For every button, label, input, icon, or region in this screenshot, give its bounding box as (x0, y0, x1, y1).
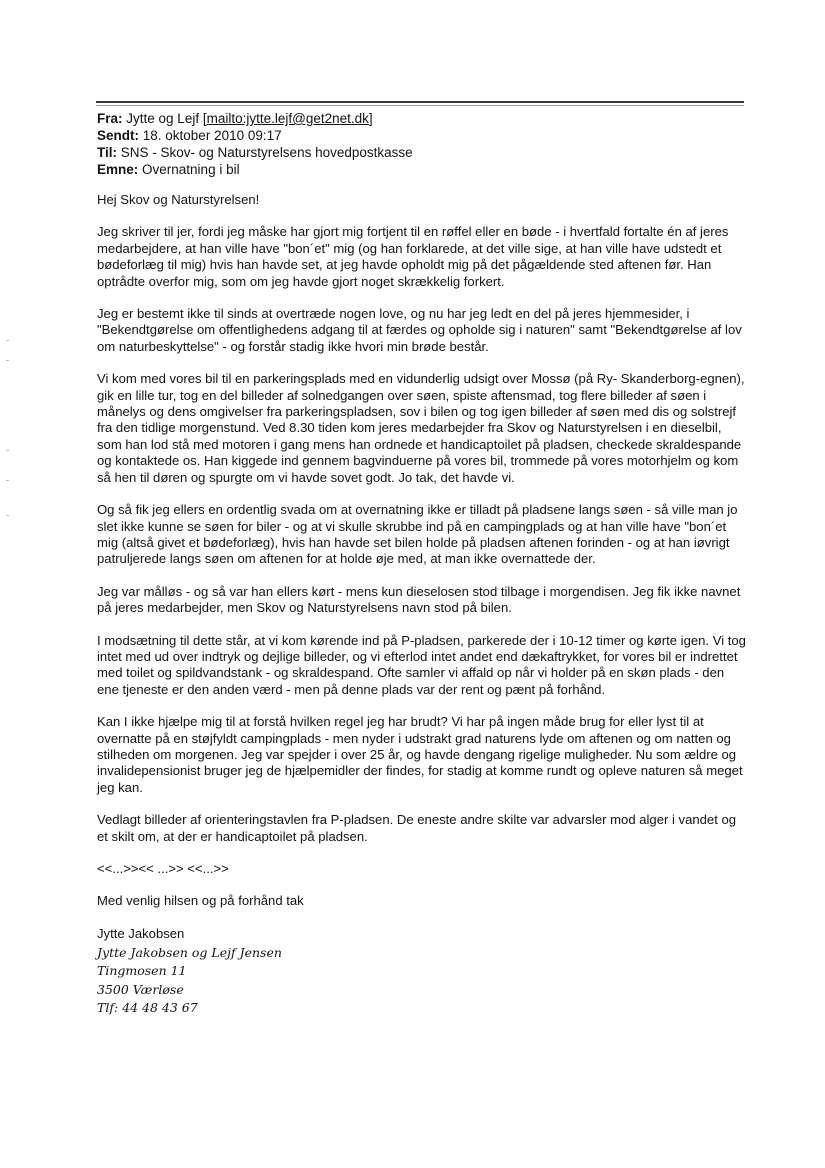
paragraph-7: Kan I ikke hjælpe mig til at forstå hvilken regel jeg har brudt? Vi har på ingen måde brug for eller lyst til at overnatte på en støjfyldt campingplads - men nyder i udstrakt grad naturens lyde om aftenen og om natten og stilheden om morgenen. Jeg var spejder i over 25 år, og havde dengang rigelige muligheder. Nu som ældre og invalidepensionist bruger jeg de hjælpemidler der findes, for stadig at komme rundt og opleve naturen så meget jeg kan. (97, 714, 743, 795)
signature-city: 3500 Værløse (97, 981, 184, 997)
subject-row (97, 161, 747, 178)
paragraph-2: Jeg er bestemt ikke til sinds at overtræde nogen love, og nu har jeg ledt en del på jeres hjemmesider, i "Bekendtgørelse om offentlighedens adgang til at færdes og opholde sig i naturen" samt "Bekendtgørelse af lov om naturbeskyttelse" - og forstår stadig ikke hvori min brøde består. (97, 306, 742, 354)
closing: Med venlig hilsen og på forhånd tak (97, 893, 304, 909)
paragraph-6: I modsætning til dette står, at vi kom kørende ind på P-pladsen, parkerede der i 10-12 timer og kørte igen. Vi tog intet med ud over indtryk og dejlige billeder, og vi efterlod intet andet end dækaftrykket, for vores bil er indrettet med toilet og spildvandstank - og skraldespand. Ofte samler vi affald op når vi holder på en skøn plads - den ene tjeneste er den anden værd - men på denne plads var der rent og pænt på forhånd. (97, 632, 746, 697)
paragraph-3: Vi kom med vores bil til en parkeringsplads med en vidunderlig udsigt over Mossø (på Ry- Skanderborg-egnen), gik en lille tur, tog en del billeder af solnedgangen over søen, spiste aftensmad, tog flere billeder af søen i månelys og dens omgivelser fra parkeringspladsen, sov i bilen og tog igen billeder af søen med dis og solstrejf fra den tidlige morgenstund. Ved 8.30 tiden kom jeres medarbejder fra Skov og Naturstyrelsen i en dieselbil, som han lod stå med motoren i gang mens han ordnede et handicaptoilet på pladsen, checkede skraldespande og kontaktede os. Han kiggede ind gennem bagvinduerne på vores bil, trommede på vores motorhjelm og kom så hen til døren og spurgte om vi havde sovet godt. Jo tak, det havde vi. (97, 371, 745, 485)
from-label: Fra: (97, 111, 123, 126)
to-value: SNS - Skov- og Naturstyrelsens hovedpostkasse (120, 145, 413, 160)
from-value: Jytte og Lejf (126, 111, 200, 126)
email-header (97, 110, 747, 178)
from-email-link[interactable]: [mailto:jytte.lejf@get2net.dk] (202, 111, 373, 126)
from-row (97, 110, 747, 127)
to-label: Til: (97, 145, 117, 160)
subject-label: Emne: (97, 162, 139, 177)
header-divider-thin (96, 105, 744, 106)
sent-value: 18. oktober 2010 09:17 (142, 128, 282, 143)
signature-block (97, 944, 497, 1018)
sender-name: Jytte Jakobsen (97, 925, 185, 941)
greeting: Hej Skov og Naturstyrelsen! (97, 192, 260, 207)
sent-label: Sendt: (97, 128, 139, 143)
signature-street: Tingmosen 11 (97, 963, 187, 979)
header-divider (96, 101, 744, 103)
signature-names: Jytte Jakobsen og Lejf Jensen (97, 945, 282, 960)
paragraph-8: Vedlagt billeder af orienteringstavlen fra P-pladsen. De eneste andre skilte var advarsler mod alger i vandet og et skilt om, at der er handicaptoilet på pladsen. (97, 812, 737, 844)
subject-value: Overnatning i bil (142, 162, 240, 177)
scan-margin-marks (6, 330, 12, 530)
sent-row (97, 127, 747, 144)
email-body (97, 192, 747, 958)
paragraph-4: Og så fik jeg ellers en ordentlig svada om at overnatning ikke er tilladt på pladsene langs søen - så ville man jo slet ikke kunne se søen for biler - og at vi skulle skrubbe ind på en campingplads og at han ville have "bon´et mig (altså givet et bødeforlæg), hvis han havde set bilen holde på pladsen aftenen forinden - og at han iøvrigt patruljerede langs søen om aftenen for at holde øje med, at man ikke overnattede der. (97, 502, 738, 567)
attachments-placeholder: <<...>><< ...>> <<...>> (97, 861, 229, 876)
paragraph-1: Jeg skriver til jer, fordi jeg måske har gjort mig fortjent til en røffel eller en bøde - i hvertfald fortalte én af jeres medarbejdere, at han ville have "bon´et" mig (og han forklarede, at det ville sige, at han ville have udstedt et bødeforlæg til mig) hvis han havde set, at jeg havde opholdt mig på det pågældende sted aftenen før. Han optrådte overfor mig, som om jeg havde gjort noget skrækkelig forkert. (97, 224, 729, 289)
to-row (97, 144, 747, 161)
paragraph-5: Jeg var målløs - og så var han ellers kørt - mens kun dieselosen stod tilbage i morgendisen. Jeg fik ikke navnet på jeres medarbejder, men Skov og Naturstyrelsens navn stod på bilen. (97, 583, 741, 616)
signature-phone: Tlf: 44 48 43 67 (97, 1000, 198, 1016)
